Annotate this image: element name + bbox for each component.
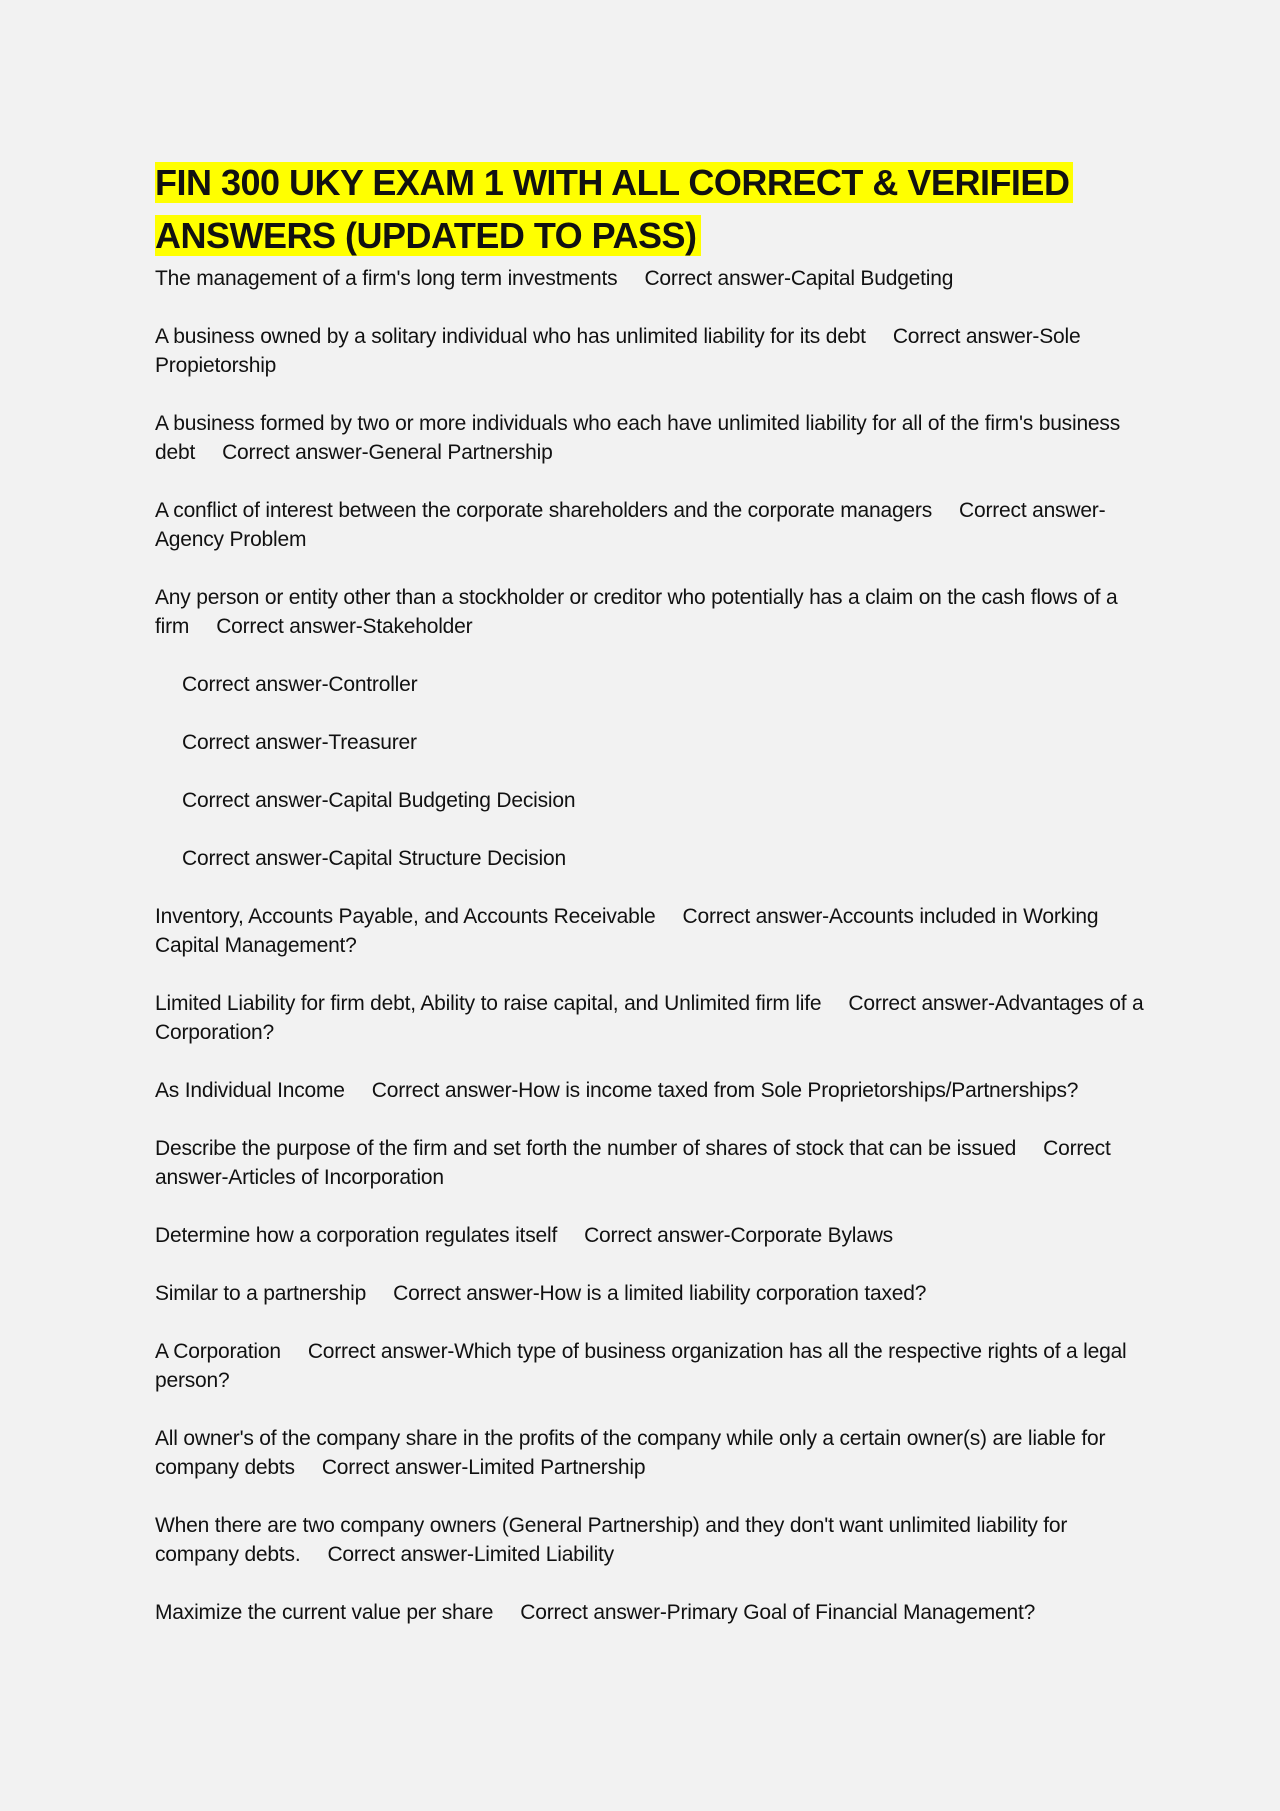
question-text: Describe the purpose of the firm and set forth the number of shares of stock that can be issued	[155, 1137, 1017, 1160]
answer-text: Correct answer-Controller	[182, 673, 418, 696]
question-text: Inventory, Accounts Payable, and Accounts Receivable	[155, 905, 656, 928]
question-text: A business owned by a solitary individual who has unlimited liability for its debt	[155, 325, 866, 348]
answer-text: Correct answer-Primary Goal of Financial Management?	[520, 1601, 1036, 1624]
title-highlight: FIN 300 UKY EXAM 1 WITH ALL CORRECT & VERIFIED ANSWERS (UPDATED TO PASS)	[155, 162, 1073, 256]
qa-item	[155, 1221, 1145, 1250]
qa-item	[155, 844, 1145, 873]
answer-text: Correct answer-How is a limited liability corporation taxed?	[393, 1282, 927, 1305]
answer-text: Correct answer-Treasurer	[182, 731, 417, 754]
answer-text: Correct answer-Accounts included in Working Capital Management?	[155, 905, 1099, 957]
answer-text: Correct answer-Agency Problem	[155, 499, 1106, 551]
answer-text: Correct answer-Limited Liability	[327, 1543, 614, 1566]
question-text: When there are two company owners (General Partnership) and they don't want unlimited liability for company debts.	[155, 1514, 1068, 1566]
qa-item	[155, 1424, 1145, 1482]
question-text: Determine how a corporation regulates itself	[155, 1224, 558, 1247]
question-text: Maximize the current value per share	[155, 1601, 494, 1624]
qa-item	[155, 786, 1145, 815]
answer-text: Correct answer-Stakeholder	[216, 615, 473, 638]
qa-item	[155, 670, 1145, 699]
answer-text: Correct answer-Which type of business organization has all the respective rights of a legal person?	[155, 1340, 1127, 1392]
question-text: A conflict of interest between the corporate shareholders and the corporate managers	[155, 499, 933, 522]
answer-text: Correct answer-Advantages of a Corporation?	[155, 992, 1144, 1044]
question-text: As Individual Income	[155, 1079, 345, 1102]
qa-item	[155, 1337, 1145, 1395]
qa-item	[155, 1511, 1145, 1569]
answer-text: Correct answer-Sole Propietorship	[155, 325, 1081, 377]
answer-text: Correct answer-Capital Budgeting	[644, 267, 954, 290]
qa-item	[155, 322, 1145, 380]
document-title	[155, 156, 1145, 262]
question-text: A business formed by two or more individuals who each have unlimited liability for all of the firm's business debt	[155, 412, 1121, 464]
document-page	[155, 156, 1145, 1627]
qa-item	[155, 1279, 1145, 1308]
answer-text: Correct answer-Limited Partnership	[321, 1456, 646, 1479]
question-text: Limited Liability for firm debt, Ability to raise capital, and Unlimited firm life	[155, 992, 822, 1015]
question-text: Any person or entity other than a stockholder or creditor who potentially has a claim on the cash flows of a firm	[155, 586, 1118, 638]
qa-item	[155, 728, 1145, 757]
question-text: All owner's of the company share in the profits of the company while only a certain owner(s) are liable for company debts	[155, 1427, 1106, 1479]
qa-item	[155, 583, 1145, 641]
qa-item	[155, 1598, 1145, 1627]
qa-item	[155, 1134, 1145, 1192]
answer-text: Correct answer-How is income taxed from Sole Proprietorships/Partnerships?	[371, 1079, 1079, 1102]
qa-item	[155, 409, 1145, 467]
question-text: The management of a firm's long term investments	[155, 267, 618, 290]
question-text: A Corporation	[155, 1340, 281, 1363]
answer-text: Correct answer-Capital Structure Decision	[182, 847, 566, 870]
answer-text: Correct answer-Corporate Bylaws	[584, 1224, 893, 1247]
qa-item	[155, 1076, 1145, 1105]
answer-text: Correct answer-Articles of Incorporation	[155, 1137, 1111, 1189]
qa-item	[155, 902, 1145, 960]
question-text: Similar to a partnership	[155, 1282, 367, 1305]
qa-item	[155, 989, 1145, 1047]
qa-item	[155, 496, 1145, 554]
answer-text: Correct answer-General Partnership	[222, 441, 553, 464]
answer-text: Correct answer-Capital Budgeting Decision	[182, 789, 576, 812]
qa-item	[155, 264, 1145, 293]
